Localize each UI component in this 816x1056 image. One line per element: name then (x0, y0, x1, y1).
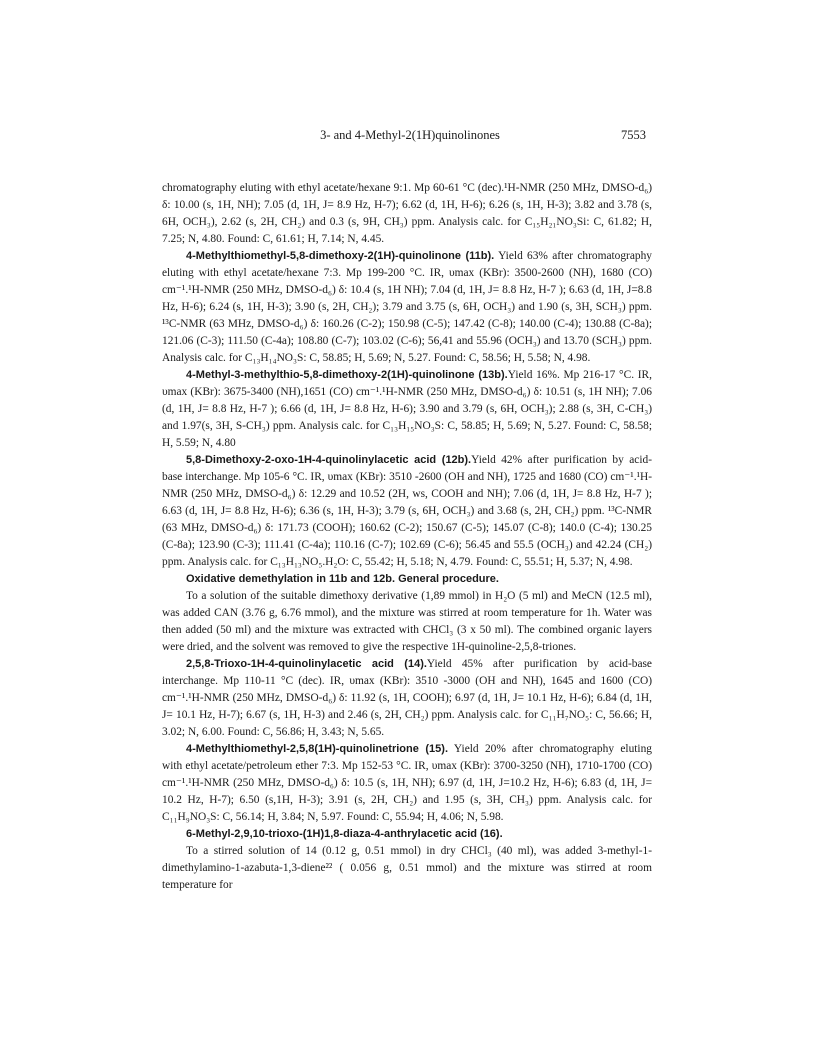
paragraph-compound-14 (162, 656, 652, 741)
compound-name: 5,8-Dimethoxy-2-oxo-1H-4-quinolinylacetic acid (12b). (186, 454, 472, 466)
paragraph-general-procedure (162, 588, 652, 656)
paragraph-compound-13b (162, 367, 652, 452)
paragraph-text: To a solution of the suitable dimethoxy derivative (1,89 mmol) in H₂O (5 ml) and MeCN (12.5 ml), was added CAN (3.76 g, 6.76 mmol), and the mixture was stirred at room temperature for 1h. Water was then added (50 ml) and the mixture was extracted with CHCl₃ (3 x 50 ml). The combined organic layers were dried, and the solvent was removed to give the respective 1H-quinoline-2,5,8-triones. (162, 590, 652, 653)
section-heading-compound-16: 6-Methyl-2,9,10-trioxo-(1H)1,8-diaza-4-anthrylacetic acid (16). (186, 828, 503, 840)
compound-name: 4-Methylthiomethyl-2,5,8(1H)-quinolinetrione (15). (186, 743, 449, 755)
page-header (0, 128, 816, 148)
paragraph-text: Yield 63% after chromatography eluting with ethyl acetate/hexane 7:3. Mp 199-200 °C. IR, υmax (KBr): 3500-2600 (NH), 1680 (CO) cm⁻¹.¹H-NMR (250 MHz, DMSO-d₆) δ: 10.4 (s, 1H NH); 7.04 (d, 1H, J= 8.8 Hz, H-7 ); 6.63 (d, 1H, J=8.8 Hz, H-6); 6.24 (s, 1H, H-3); 3.90 (s, 2H, CH₂); 3.79 and 3.75 (s, 6H, OCH₃) and 1.90 (s, 3H, SCH₃) ppm. ¹³C-NMR (63 MHz, DMSO-d₆) δ: 160.26 (C-2); 150.98 (C-5); 147.42 (C-8); 140.00 (C-4); 130.88 (C-8a); 121.06 (C-3); 111.50 (C-4a); 108.80 (C-7); 103.02 (C-6); 56,41 and 55.96 (OCH₃) and 13.70 (SCH₃) ppm. Analysis calc. for C₁₃H₁₄NO₃S: C, 58.85; H, 5.69; N, 5.27. Found: C, 58.56; H, 5.58; N, 4.98. (162, 250, 652, 364)
running-title: 3- and 4-Methyl-2(1H)quinolinones (320, 128, 500, 142)
compound-name: 4-Methylthiomethyl-5,8-dimethoxy-2(1H)-quinolinone (11b). (186, 250, 495, 262)
paragraph-compound-11b (162, 248, 652, 367)
paragraph-text: Yield 16%. Mp 216-17 °C. IR, υmax (KBr): 3675-3400 (NH),1651 (CO) cm⁻¹.¹H-NMR (250 MHz, DMSO-d₆) δ: 10.51 (s, 1H NH); 7.06 (d, 1H, J= 8.8 Hz, H-7 ); 6.66 (d, 1H, J= 8.8 Hz, H-6); 3.90 and 3.79 (s, 6H, OCH₃); 2.88 (s, 3H, C-CH₃) and 1.97(s, 3H, S-CH₃) ppm. Analysis calc. for C₁₃H₁₅NO₃S: C, 58.85; H, 5.69; N, 5.27. Found: C, 58.58; H, 5.59; N, 4.80 (162, 369, 652, 449)
paragraph-compound-12b (162, 452, 652, 571)
page-number: 7553 (621, 128, 646, 142)
paragraph-text: chromatography eluting with ethyl acetate/hexane 9:1. Mp 60-61 °C (dec).¹H-NMR (250 MHz, DMSO-d₆) δ: 10.00 (s, 1H, NH); 7.05 (d, 1H, J= 8.9 Hz, H-7); 6.62 (d, 1H, H-6); 6.26 (s, 1H, H-3); 3.82 and 3.78 (s, 6H, OCH₃), 2.62 (s, 2H, CH₂) and 0.3 (s, 9H, CH₃) ppm. Analysis calc. for C₁₅H₂₁NO₃Si: C, 61.82; H, 7.25; N, 4.80. Found: C, 61.61; H, 7.14; N, 4.45. (162, 182, 652, 245)
compound-name: 2,5,8-Trioxo-1H-4-quinolinylacetic acid (14). (186, 658, 427, 670)
paragraph-text: Yield 42% after purification by acid-base interchange. Mp 105-6 °C. IR, υmax (KBr): 3510 -2600 (OH and NH), 1725 and 1680 (CO) cm⁻¹.¹H-NMR (250 MHz, DMSO-d₆) δ: 12.29 and 10.52 (2H, ws, COOH and NH); 7.06 (d, 1H, J= 8.8 Hz, H-7 ); 6.63 (d, 1H, J= 8.8 Hz, H-6); 6.36 (s, 1H, H-3); 3.79 (s, 6H, OCH₃) and 3.68 (s, 2H, CH₂) ppm. ¹³C-NMR (63 MHz, DMSO-d₆) δ: 171.73 (COOH); 160.62 (C-2); 150.67 (C-5); 145.07 (C-8); 140.0 (C-4); 130.25 (C-8a); 123.90 (C-3); 111.41 (C-4a); 110.16 (C-7); 102.69 (C-6); 56.45 and 55.5 (OCH₃) and 42.24 (CH₂) ppm. Analysis calc. for C₁₃H₁₃NO₅.H₂O: C, 55.42; H, 5.18; N, 4.79. Found: C, 55.51; H, 5.37; N, 4.98. (162, 454, 652, 568)
paragraph-text: To a stirred solution of 14 (0.12 g, 0.51 mmol) in dry CHCl₃ (40 ml), was added 3-methyl-1-dimethylamino-1-azabuta-1,3-diene²² ( 0.056 g, 0.51 mmol) and the mixture was stirred at room temperature for (162, 845, 652, 891)
paragraph-compound-15 (162, 741, 652, 826)
section-heading-oxidative-demethylation: Oxidative demethylation in 11b and 12b. General procedure. (186, 573, 499, 585)
paragraph-text: Yield 45% after purification by acid-base interchange. Mp 110-11 °C (dec). IR, υmax (KBr): 3510 -3000 (OH and NH), 1645 and 1600 (CO) cm⁻¹.¹H-NMR (250 MHz, DMSO-d₆) δ: 11.92 (s, 1H, COOH); 6.97 (d, 1H, J= 10.1 Hz, H-6); 6.84 (d, 1H, J= 10.1 Hz, H-7); 6.67 (s, 1H, H-3) and 2.46 (s, 2H, CH₂) ppm. Analysis calc. for C₁₁H₇NO₅: C, 56.66; H, 3.02; N, 6.00. Found: C, 56.86; H, 3.43; N, 5.65. (162, 658, 652, 738)
paragraph-continued (162, 180, 652, 248)
compound-name: 4-Methyl-3-methylthio-5,8-dimethoxy-2(1H)-quinolinone (13b). (186, 369, 508, 381)
paragraph-text: Yield 20% after chromatography eluting with ethyl acetate/petroleum ether 7:3. Mp 152-53 °C. IR, υmax (KBr): 3700-3250 (NH), 1710-1700 (CO) cm⁻¹.¹H-NMR (250 MHz, DMSO-d₆) δ: 10.5 (s, 1H, NH); 6.97 (d, 1H, J=10.2 Hz, H-6); 6.83 (d, 1H, J= 10.2 Hz, H-7); 6.50 (s,1H, H-3); 3.91 (s, 2H, CH₂) and 1.95 (s, 3H, CH₃) ppm. Analysis calc. for C₁₁H₉NO₃S: C, 56.14; H, 3.84; N, 5.97. Found: C, 55.94; H, 4.06; N, 5.98. (162, 743, 652, 823)
paragraph-compound-16-procedure (162, 843, 652, 894)
article-body (162, 180, 652, 894)
